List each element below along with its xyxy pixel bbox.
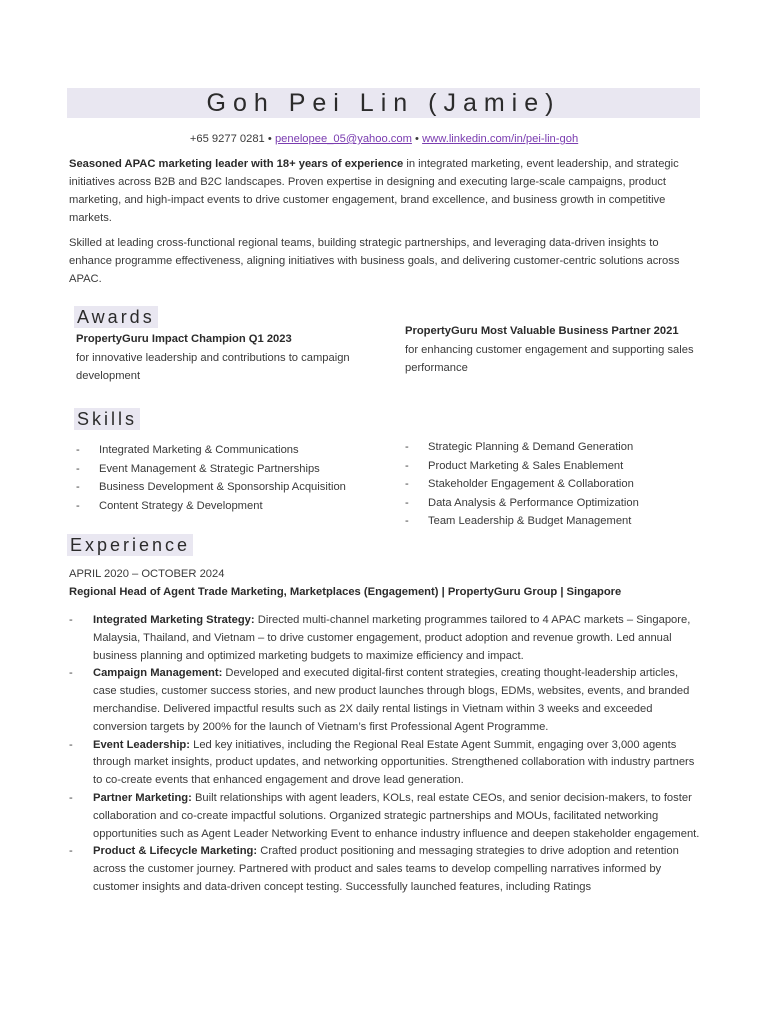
bullet-text: Built relationships with agent leaders, KOLs, real estate CEOs, and senior decision-makers, to foster collaboration and co-create impactful solutions. Organized strategic partnerships and MOUs, facilitated networking opportunities such as Agent Leader Networking Event to enhance industry influence and deepen stakeholder engagement. [93,791,700,840]
bullet-text: Led key initiatives, including the Regional Real Estate Agent Summit, engaging over 3,000 agents through market insights, product updates, and networking opportunities. Strengthened collaboration with industry partners to co-create events that enhanced engagement and drove lead generation. [93,738,695,787]
award-description: for enhancing customer engagement and supporting sales performance [405,344,694,374]
email-link[interactable]: penelopee_05@yahoo.com [274,133,412,145]
phone-number: +65 9277 0281 [189,133,265,145]
contact-separator: • [264,133,275,145]
summary-text: in integrated marketing, event leadership, and strategic initiatives across B2B and B2C landscapes. Proven expertise in designing and executing large-scale campaigns, product marketing, and high-impact events to drive customer engagement, brand excellence, and business growth in competitive markets. [69,158,679,224]
summary-paragraph-1 [69,155,701,227]
summary-paragraph-2: Skilled at leading cross-functional regional teams, building strategic partnerships, and leveraging data-driven insights to enhance programme effectiveness, aligning initiatives with business goals, and delivering customer-centric solutions across APAC. [69,237,680,285]
contact-separator: • [411,133,423,145]
skills-list-left [76,441,346,515]
bullet-dash: - [69,614,73,626]
bullet-text: Crafted product positioning and messaging strategies to drive adoption and retention across the customer journey. Partnered with product and sales teams to develop compelling narratives informed by customer insights and data-driven concept testing. Successfully launched features, including Ratings [93,845,679,893]
bullet-dash: - [69,791,73,804]
awards-heading: Awards [74,306,158,328]
bullet-dash: - [69,667,73,680]
candidate-name: Goh Pei Lin (Jamie) [206,89,561,117]
skill-item [405,457,639,476]
skill-label: Business Development & Sponsorship Acquisition [99,481,346,493]
experience-bullets [69,612,701,897]
experience-bullet [69,612,701,665]
bullet-text: Directed multi-channel marketing programmes tailored to 4 APAC markets – Singapore, Malaysia, Thailand, and Vietnam – to drive customer engagement, product adoption and revenue growth. Led annual business planning and optimized marketing budgets to maximize efficiency and impact. [93,614,691,662]
bullet-dash: - [76,444,80,456]
bullet-dash: - [76,462,80,475]
skill-label: Event Management & Strategic Partnerships [99,462,320,475]
summary-highlight: Seasoned APAC marketing leader with 18+ years of experience [69,158,404,170]
skill-label: Stakeholder Engagement & Collaboration [428,478,634,490]
skill-item [405,512,639,531]
experience-bullet [69,737,701,790]
bullet-dash: - [405,515,409,527]
bullet-dash: - [69,738,73,751]
skills-heading: Skills [74,408,140,430]
experience-bullet [69,665,701,736]
bullet-dash: - [69,845,73,858]
contact-line [0,133,768,145]
bullet-dash: - [76,481,80,493]
skill-item [76,497,346,516]
skill-item [76,441,346,460]
skill-item [76,460,346,479]
experience-bullet [69,790,701,843]
skill-item [405,438,639,457]
bullet-label: Campaign Management: [93,667,223,680]
skill-label: Data Analysis & Performance Optimization [428,496,639,509]
bullet-dash: - [76,499,80,512]
award-title: PropertyGuru Most Valuable Business Partner 2021 [405,325,679,337]
skill-label: Integrated Marketing & Communications [99,444,299,456]
name-banner [67,88,700,118]
skill-item [405,475,639,494]
bullet-dash: - [405,496,409,509]
bullet-label: Integrated Marketing Strategy: [93,614,255,626]
skill-item [405,494,639,513]
bullet-label: Partner Marketing: [93,791,192,804]
skill-label: Team Leadership & Budget Management [428,515,632,527]
linkedin-link[interactable]: www.linkedin.com/in/pei-lin-goh [422,133,579,145]
skills-list-right [405,438,639,531]
job-title: Regional Head of Agent Trade Marketing, Marketplaces (Engagement) | PropertyGuru Group | Singapore [69,586,622,598]
skill-item [76,478,346,497]
skill-label: Strategic Planning & Demand Generation [428,441,634,453]
award-description: for innovative leadership and contributions to campaign development [76,352,350,382]
skill-label: Content Strategy & Development [99,499,263,512]
skill-label: Product Marketing & Sales Enablement [428,459,624,472]
bullet-dash: - [405,478,409,490]
experience-heading: Experience [67,534,193,556]
bullet-label: Product & Lifecycle Marketing: [93,845,258,858]
bullet-dash: - [405,459,409,472]
experience-bullet [69,843,701,896]
bullet-text: Developed and executed digital-first content strategies, creating thought-leadership articles, case studies, customer success stories, and new product launches through blogs, EDMs, websites, events, and branded merchandise. Delivered impactful results such as 2X daily rental listings in Vietnam within 3 weeks and exceeded conversion targets by 200% for the launch of Vietnam’s first Professional Agent Programme. [93,667,690,733]
job-dates: APRIL 2020 – OCTOBER 2024 [69,568,225,580]
award-title: PropertyGuru Impact Champion Q1 2023 [76,333,292,345]
bullet-dash: - [405,441,409,453]
bullet-label: Event Leadership: [93,738,190,751]
